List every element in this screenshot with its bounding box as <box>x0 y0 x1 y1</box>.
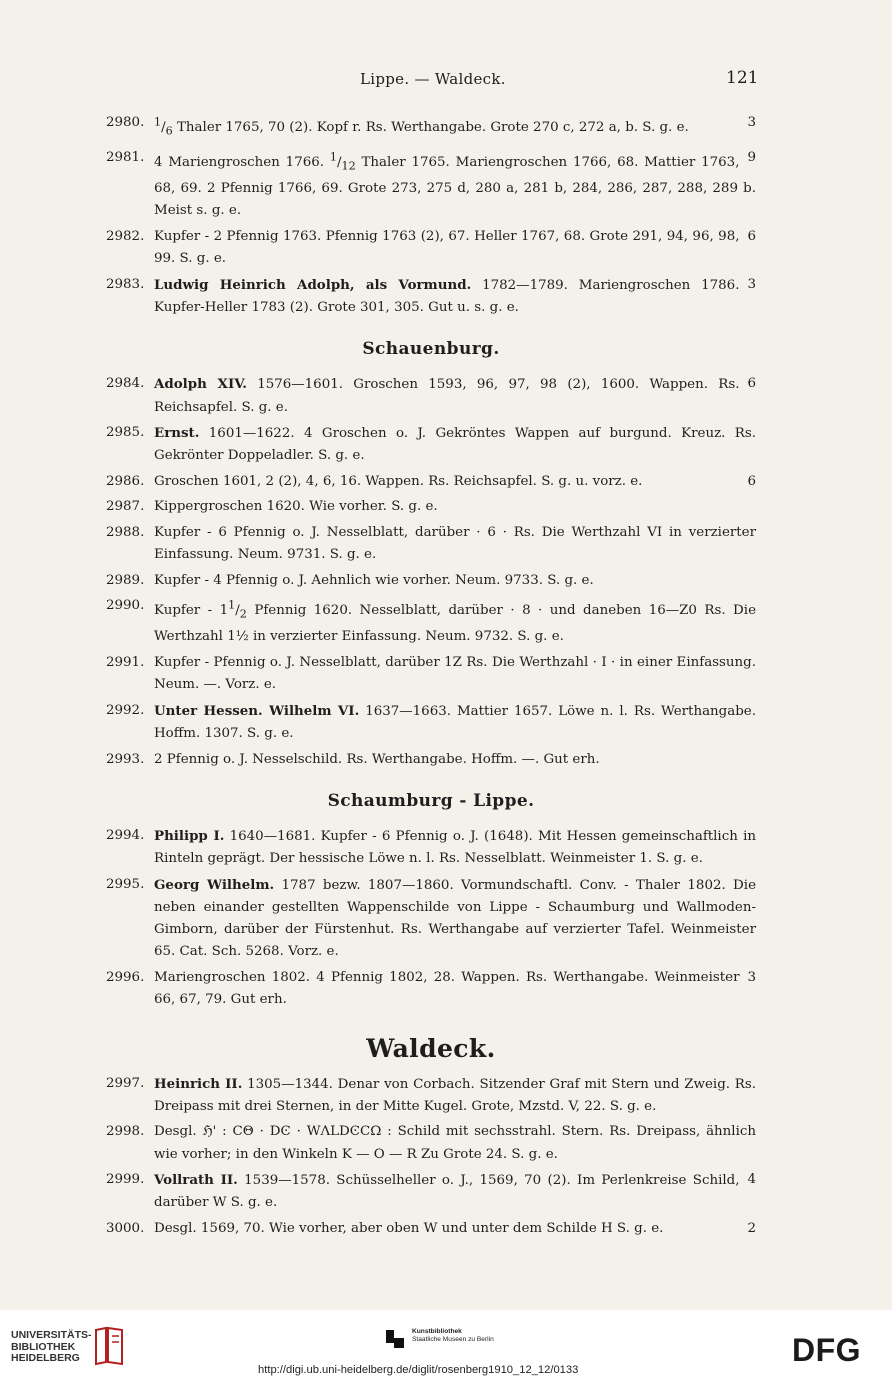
entry-value: 2 <box>747 1220 756 1236</box>
document-url[interactable]: http://digi.ub.uni-heidelberg.de/diglit/rosenberg1910_12_12/0133 <box>258 1364 579 1376</box>
entry-number: 2983. <box>106 276 145 292</box>
entry-number: 2997. <box>106 1075 145 1091</box>
university-line: BIBLIOTHEK <box>11 1340 76 1353</box>
entry-number: 2996. <box>106 969 145 985</box>
entry-text: Mariengroschen 1802. 4 Pfennig 1802, 28. Wappen. Rs. Werthangabe. Weinmeister 66, 67, 79. Gut erh. <box>154 969 740 1008</box>
entry-text: Kupfer - Pfennig o. J. Nesselblatt, darüber 1Z Rs. Die Werthzahl · I · in einer Einfassung. Neum. —. Vorz. e. <box>154 654 756 693</box>
catalog-entry <box>106 1121 756 1166</box>
kb-line: Staatliche Museen zu Berlin <box>412 1336 494 1343</box>
entry-text: Ludwig Heinrich Adolph, als Vormund. 1782—1789. Mariengroschen 1786. Kupfer-Heller 1783 (2). Grote 301, 305. Gut u. s. g. e. <box>154 276 740 315</box>
entry-text: Georg Wilhelm. 1787 bezw. 1807—1860. Vormundschaftl. Conv. - Thaler 1802. Die neben einander gestellten Wappenschilde von Lippe - Schaumburg und Wallmoden-Gimborn, darüber der Fürstenhut. Rs. Werthangabe auf verzierter Tafel. Weinmeister 65. Cat. Sch. 5268. Vorz. e. <box>154 876 756 960</box>
catalog-entry <box>106 422 756 468</box>
entry-text: Heinrich II. 1305—1344. Denar von Corbach. Sitzender Graf mit Stern und Zweig. Rs. Dreipass mit drei Sternen, in der Mitte Kugel. Grote, Mzstd. V, 22. S. g. e. <box>154 1075 756 1114</box>
entry-text: Unter Hessen. Wilhelm VI. 1637—1663. Mattier 1657. Löwe n. l. Rs. Werthangabe. Hoffm. 1307. S. g. e. <box>154 702 756 742</box>
section-heading: Waldeck. <box>366 1033 496 1063</box>
entry-text: Kupfer - 2 Pfennig 1763. Pfennig 1763 (2), 67. Heller 1767, 68. Grote 291, 94, 96, 98, 99. S. g. e. <box>154 228 740 267</box>
catalog-entry <box>106 1169 756 1215</box>
entry-number: 2988. <box>106 524 145 540</box>
catalog-entry <box>106 874 756 964</box>
entry-text: Kupfer - 6 Pfennig o. J. Nesselblatt, darüber · 6 · Rs. Die Werthzahl VI in verzierter Einfassung. Neum. 9731. S. g. e. <box>154 524 756 563</box>
entry-number: 2995. <box>106 876 145 892</box>
entry-number: 2982. <box>106 228 145 244</box>
catalog-entry <box>106 471 756 493</box>
entry-number: 2986. <box>106 473 145 489</box>
kunstbibliothek-logo-text <box>412 1328 494 1344</box>
catalog-entry <box>106 570 756 592</box>
entry-text: Vollrath II. 1539—1578. Schüsselheller o. J., 1569, 70 (2). Im Perlenkreise Schild, darüber W S. g. e. <box>154 1172 740 1211</box>
entry-number: 2981. <box>106 149 145 165</box>
entry-value: 4 <box>747 1172 756 1188</box>
university-line: UNIVERSITÄTS- <box>11 1329 92 1341</box>
section-heading: Schauenburg. <box>362 339 500 360</box>
catalog-entry <box>106 1073 756 1119</box>
entry-number: 2993. <box>106 751 145 767</box>
catalog-entry <box>106 147 756 223</box>
catalog-entry <box>106 967 756 1012</box>
catalog-content <box>106 112 756 1243</box>
entry-value: 3 <box>747 115 756 130</box>
entry-text: $^1/_6$ Thaler 1765, 70 (2). Kopf r. Rs. Werthangabe. Grote 270 c, 272 a, b. S. g. e. <box>154 116 689 139</box>
entry-text: Kupfer - $1^1/_2$ Pfennig 1620. Nesselblatt, darüber · 8 · und daneben 16—Z0 Rs. Die Werthzahl 1½ in verzierter Einfassung. Neum. 9732. S. g. e. <box>154 599 756 645</box>
entry-value: 3 <box>747 276 756 292</box>
entry-value: 6 <box>747 228 756 244</box>
running-head <box>0 70 892 92</box>
catalog-entry <box>106 595 756 649</box>
catalog-entry <box>106 825 756 871</box>
catalog-entry <box>106 274 756 320</box>
kunstbibliothek-logo-icon <box>384 1328 406 1350</box>
catalog-entry <box>106 522 756 567</box>
entry-number: 2999. <box>106 1172 145 1188</box>
entry-text: Ernst. 1601—1622. 4 Groschen o. J. Gekröntes Wappen auf burgund. Kreuz. Rs. Gekrönter Doppeladler. S. g. e. <box>154 425 756 464</box>
entry-value: 6 <box>747 473 756 489</box>
catalog-entry <box>106 112 756 143</box>
footer-bar <box>0 1310 892 1378</box>
entry-number: 2994. <box>106 827 145 843</box>
entry-number: 2985. <box>106 425 145 440</box>
page-number: 121 <box>726 68 759 88</box>
entry-text: Adolph XIV. 1576—1601. Groschen 1593, 96, 97, 98 (2), 1600. Wappen. Rs. Reichsapfel. S. g. e. <box>154 376 740 415</box>
catalog-entry <box>106 700 756 746</box>
entry-number: 2991. <box>106 654 145 670</box>
entry-number: 3000. <box>106 1220 145 1236</box>
entry-text: Groschen 1601, 2 (2), 4, 6, 16. Wappen. Rs. Reichsapfel. S. g. u. vorz. e. <box>154 473 643 489</box>
entry-number: 2984. <box>106 376 145 392</box>
catalog-entry <box>106 496 756 518</box>
dfg-logo[interactable]: DFG <box>792 1332 862 1368</box>
entry-number: 2990. <box>106 598 145 614</box>
catalog-entry <box>106 749 756 771</box>
entry-value: 3 <box>747 969 756 985</box>
entry-number: 2998. <box>106 1124 145 1140</box>
catalog-entry <box>106 652 756 697</box>
entry-value: 6 <box>747 376 756 392</box>
running-head-title: Lippe. — Waldeck. <box>360 70 506 88</box>
catalog-entry <box>106 226 756 271</box>
catalog-entry <box>106 373 756 419</box>
entry-text: 4 Mariengroschen 1766. $^1/_{12}$ Thaler 1765. Mariengroschen 1766, 68. Mattier 1763, 68, 69. 2 Pfennig 1766, 69. Grote 273, 275 d, 280 a, 281 b, 284, 286, 287, 288, 289 b. Meist s. g. e. <box>154 150 756 219</box>
entry-number: 2989. <box>106 572 145 588</box>
entry-text: 2 Pfennig o. J. Nesselschild. Rs. Werthangabe. Hoffm. —. Gut erh. <box>154 751 600 767</box>
entry-number: 2980. <box>106 115 145 130</box>
entry-text: Desgl. 1569, 70. Wie vorher, aber oben W und unter dem Schilde H S. g. e. <box>154 1220 664 1236</box>
university-library-logo-text[interactable] <box>11 1330 92 1365</box>
catalog-entry <box>106 1218 756 1240</box>
kb-line: Kunstbibliothek <box>412 1328 462 1335</box>
entry-number: 2987. <box>106 499 145 515</box>
entry-text: Kupfer - 4 Pfennig o. J. Aehnlich wie vorher. Neum. 9733. S. g. e. <box>154 572 594 588</box>
university-emblem-icon <box>92 1324 126 1368</box>
entry-text: Philipp I. 1640—1681. Kupfer - 6 Pfennig o. J. (1648). Mit Hessen gemeinschaftlich in Rinteln geprägt. Der hessische Löwe n. l. Rs. Nesselblatt. Weinmeister 1. S. g. e. <box>154 827 756 867</box>
entry-text: Desgl. ℌ' : ϹΘ · DϾ · WΛLDϾϹΩ : Schild mit sechsstrahl. Stern. Rs. Dreipass, ähnlich wie vorher; in den Winkeln K — O — R Zu Grote 24. S. g. e. <box>154 1124 756 1162</box>
section-heading: Schaumburg - Lippe. <box>327 790 535 811</box>
university-line: HEIDELBERG <box>11 1352 80 1364</box>
entry-number: 2992. <box>106 702 145 718</box>
entry-text: Kippergroschen 1620. Wie vorher. S. g. e. <box>154 499 438 515</box>
entry-value: 9 <box>747 149 756 165</box>
